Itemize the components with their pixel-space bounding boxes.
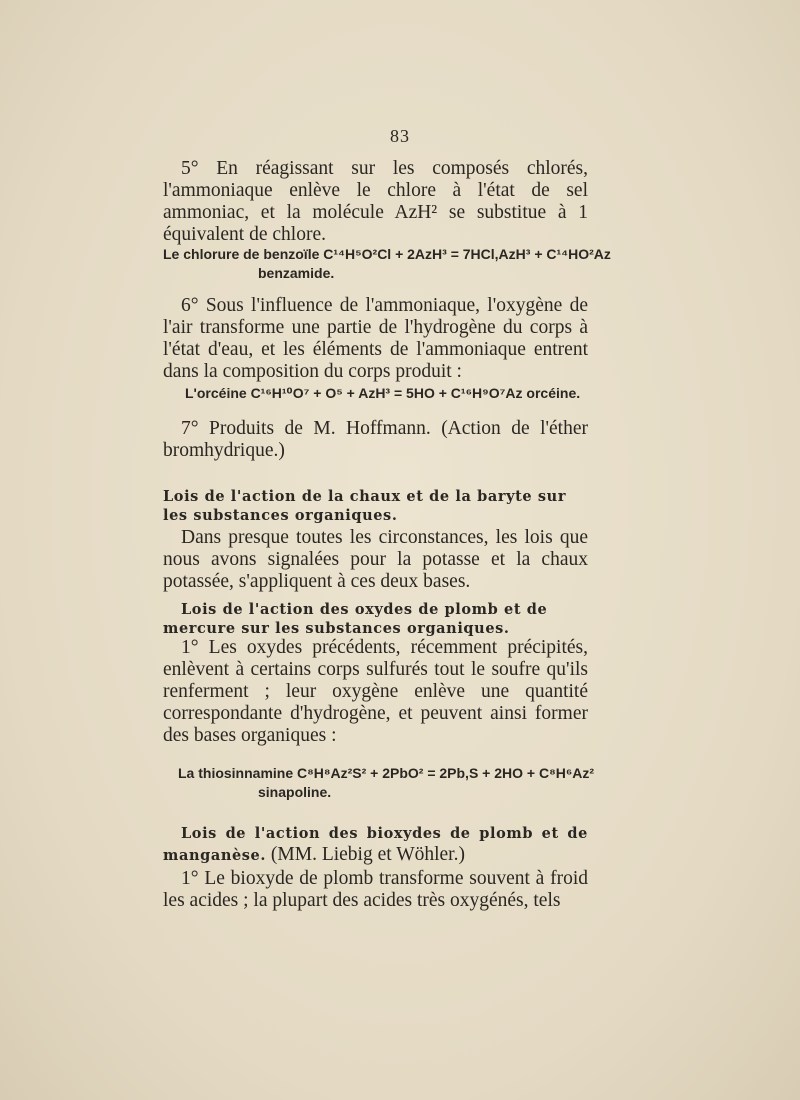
section-heading-oxydes-plomb-mercure: Lois de l'action des oxydes de plomb et de mercure sur les substances organiques.: [163, 601, 548, 637]
formula-sinapoline: La thiosinnamine C⁸H⁸Az²S² + 2PbO² = 2Pb,S + 2HO + C⁸H⁶Az²: [178, 765, 595, 781]
section-heading-bioxydes-authors: (MM. Liebig et Wöhler.): [266, 844, 465, 865]
section-heading-bioxydes-title: Lois de l'action des bioxydes de plomb et de manganèse.: [163, 825, 588, 864]
paragraph-5: 5° En réagissant sur les composés chlorés, l'ammoniaque enlève le chlore à l'état de sel ammoniac, et la molécule AzH² se substitue à 1 équivalent de chlore.: [163, 158, 588, 245]
formula-benzamide-label: benzamide.: [258, 265, 335, 281]
formula-sinapoline-label: sinapoline.: [258, 784, 332, 800]
paragraph-7: 7° Produits de M. Hoffmann. (Action de l'éther bromhydrique.): [163, 418, 588, 461]
paragraph-6: 6° Sous l'influence de l'ammoniaque, l'oxygène de l'air transforme une partie de l'hydrogène du corps à l'état d'eau, et les éléments de l'ammoniaque entrent dans la composition du corps produit :: [163, 295, 588, 382]
formula-orceine: L'orcéine C¹⁶H¹⁰O⁷ + O⁵ + AzH³ = 5HO + C¹⁶H⁹O⁷Az orcéine.: [185, 385, 581, 401]
paragraph-bioxyde-plomb: 1° Le bioxyde de plomb transforme souvent à froid les acides ; la plupart des acides très oxygénés, tels: [163, 868, 588, 911]
formula-benzamide: Le chlorure de benzoïle C¹⁴H⁵O²Cl + 2AzH³ = 7HCl,AzH³ + C¹⁴HO²Az: [163, 246, 611, 262]
paragraph-chaux-baryte: Dans presque toutes les circonstances, les lois que nous avons signalées pour la potasse et la chaux potassée, s'appliquent à ces deux bases.: [163, 527, 588, 592]
page-number: 83: [390, 126, 410, 146]
section-heading-chaux-baryte: Lois de l'action de la chaux et de la baryte sur les substances organiques.: [163, 488, 567, 524]
section-heading-bioxydes: [163, 822, 588, 866]
paragraph-oxydes: 1° Les oxydes précédents, récemment précipités, enlèvent à certains corps sulfurés tout le soufre qu'ils renferment ; leur oxygène enlève une quantité correspondante d'hydrogène, et peuvent ainsi former des bases organiques :: [163, 637, 588, 746]
